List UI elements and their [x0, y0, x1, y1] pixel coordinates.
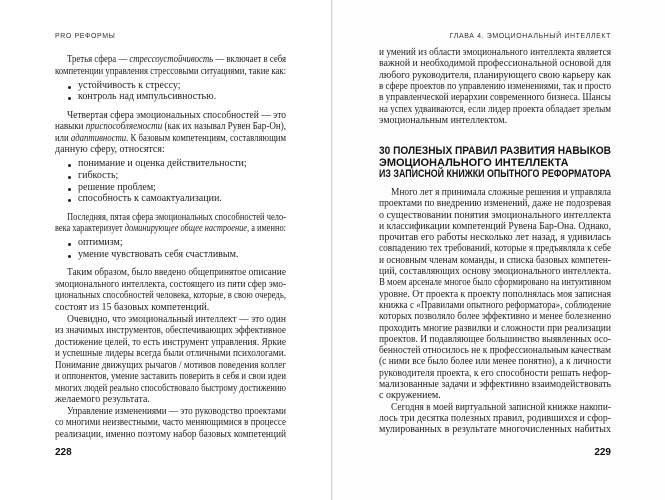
text-line: Очевидно, что эмоциональный интеллект — это один — [67, 313, 286, 325]
text-line: в управленческой иерархии современного бизнеса. Шансы — [379, 92, 611, 104]
text-line — [55, 121, 286, 133]
text-line: Управление изменениями — это руководство проектами — [67, 405, 286, 417]
text-line — [55, 133, 286, 145]
text-line: проектами по внедрению изменений, даже не подозревая — [379, 198, 611, 210]
text-line: Последняя, пятая сфера эмоциональных способностей чело- — [67, 211, 286, 223]
text-line: и успешные лидеры всегда были отличными психологами. — [55, 348, 286, 360]
text-line: на успех удваиваются, если лидер проекта обладает зрелым — [379, 103, 611, 115]
text-line: Понимание движущих рычагов / мотивов поведения коллег — [55, 359, 286, 371]
text-line: книжка с «Правилами опытного реформатора», соблюдение — [379, 299, 611, 311]
bullet-item: устойчивость к стрессу; — [78, 79, 181, 91]
bullet-item: решение проблем; — [78, 181, 156, 193]
text-line — [67, 54, 286, 66]
bullet-item: понимание и оценка действительности; — [78, 158, 247, 170]
text-line: о существовании понятия эмоционального интеллекта — [379, 209, 611, 221]
bullet-item: контроль над импульсивностью. — [78, 91, 217, 103]
text-run: или — [55, 132, 71, 144]
text-line: Четвертая сфера эмоциональных способностей — это — [67, 109, 286, 121]
italic-term: приспособляемости — [85, 121, 163, 133]
text-line: ций, составляющих основу эмоционального интеллекта. — [379, 266, 611, 277]
bullet-icon — [68, 97, 71, 100]
text-line: В моем арсенале многое было сформировано на интуитивном — [379, 277, 611, 289]
bullet-icon — [68, 188, 71, 191]
text-run: века характеризует — [55, 223, 125, 235]
text-line: уровне. От проекта к проекту пополнялась моя записная — [379, 288, 611, 300]
right-page — [332, 0, 665, 500]
bullet-icon — [68, 176, 71, 179]
text-line: совпадению тех требований, которые я предъявляла к себе — [379, 243, 611, 255]
text-run: . К базовым компетенциям, составляющим — [126, 132, 286, 144]
text-line: и умений из области эмоционального интеллекта является — [379, 47, 611, 58]
text-line: бенностей относилось не к профессиональным качествам — [379, 345, 611, 357]
italic-term: доминирующее общее настроение — [124, 223, 248, 235]
bullet-icon — [68, 255, 71, 258]
text-line: с окружением. — [379, 390, 441, 402]
section-heading-line: ЭМОЦИОНАЛЬНОГО ИНТЕЛЛЕКТА — [379, 156, 569, 169]
text-line: Таким образом, было введено общепринятое описание — [67, 267, 286, 279]
text-line: данную сферу, относятся: — [55, 144, 165, 156]
text-line: проектов. И подавляющее большинство выявленных осо- — [379, 333, 611, 345]
text-line: мулированных в результате многочисленных набитых — [379, 424, 611, 436]
text-run: , а именно: — [247, 223, 286, 235]
text-line: желаемого результата. — [55, 394, 150, 406]
text-line: прочитав его работы несколько лет назад, я удивилась — [379, 232, 611, 244]
text-line: лось три десятка полезных правил, родившихся и сфор- — [379, 412, 611, 424]
bullet-icon — [68, 86, 71, 89]
section-heading-line: ИЗ ЗАПИСНОЙ КНИЖКИ ОПЫТНОГО РЕФОРМАТОРА — [379, 168, 611, 181]
text-run: (как их называл Рувен Бар-Он), — [162, 121, 286, 133]
running-head: ГЛАВА 4. ЭМОЦИОНАЛЬНЫЙ ИНТЕЛЛЕКТ — [449, 33, 611, 40]
text-line: и классификации компетенций Рувена Бар-Она. Однако, — [379, 220, 611, 232]
bullet-item: оптимизм; — [78, 237, 123, 249]
text-line: со многими неизвестными, часто меняющимися в процессе — [55, 417, 286, 429]
bullet-icon — [68, 243, 71, 246]
text-line: руководителя проекта, к его способности решать нефор- — [379, 367, 611, 379]
text-line: достижение целей, то есть инструмент управления. Яркие — [55, 336, 286, 348]
text-line: и оппонентов, умение заставить поверить в себя и свои идеи — [55, 371, 286, 383]
italic-term: адаптивности — [70, 132, 127, 144]
text-line: в сфере проектов по управлению изменениями, так и просто — [379, 80, 611, 92]
text-line: реализации, именно поэтому набор базовых компетенций — [55, 429, 286, 440]
text-line — [55, 223, 286, 235]
text-line: Много лет я принимала сложные решения и управляла — [391, 186, 611, 198]
text-line: Сегодня в моей виртуальной записной книжке накопи- — [391, 401, 611, 413]
text-line: из значимых инструментов, обеспечивающих эффективное — [55, 325, 286, 337]
bullet-icon — [68, 199, 71, 202]
text-run: навыки — [55, 121, 86, 133]
page-number: 228 — [55, 447, 72, 458]
italic-term: стрессоустойчивость — [129, 54, 214, 65]
text-line: эмоциональным интеллектом. — [379, 114, 508, 126]
bullet-icon — [68, 164, 71, 167]
text-line: циональных способностей человека, которые, в свою очередь, — [55, 290, 286, 302]
text-line: компетенции управления стрессовыми ситуациями, такие как: — [55, 65, 286, 77]
text-line: многих людей реально способствовало быстрому достижению — [55, 382, 286, 394]
text-run: Третья сфера — — [67, 54, 130, 65]
text-line: эмоционального интеллекта, состоящего из пяти сфер эмо- — [55, 278, 286, 290]
text-run: — включает в себя — [213, 54, 286, 65]
bullet-item: умение чувствовать себя счастливым. — [78, 248, 239, 260]
text-line: проходить многие развилки и сложности при реализации — [379, 322, 611, 334]
section-heading-line: 30 ПОЛЕЗНЫХ ПРАВИЛ РАЗВИТИЯ НАВЫКОВ — [379, 145, 611, 158]
page-number: 229 — [594, 447, 611, 458]
page-body — [0, 0, 331, 500]
text-line: (с ними все было более или менее понятно), а к личности — [379, 356, 611, 368]
running-head: PRO РЕФОРМЫ — [55, 33, 116, 40]
left-page — [0, 0, 332, 500]
bullet-item: гибкость; — [78, 169, 119, 181]
text-line: и основным членам команды, и списка базовых компетен- — [379, 254, 611, 266]
text-line: любого руководителя, планирующего свою карьеру как — [379, 69, 611, 81]
text-line: важной и необходимой профессиональной основой для — [379, 58, 611, 70]
text-line: мализованные задачи и эффективно взаимодействовать — [379, 379, 611, 390]
text-line: которых позволяло более эффективно и менее болезненно — [379, 311, 611, 323]
text-line: состоят из 15 базовых компетенций. — [55, 301, 210, 313]
page-body — [333, 0, 665, 500]
bullet-item: способность к самоактуализации. — [78, 193, 222, 205]
